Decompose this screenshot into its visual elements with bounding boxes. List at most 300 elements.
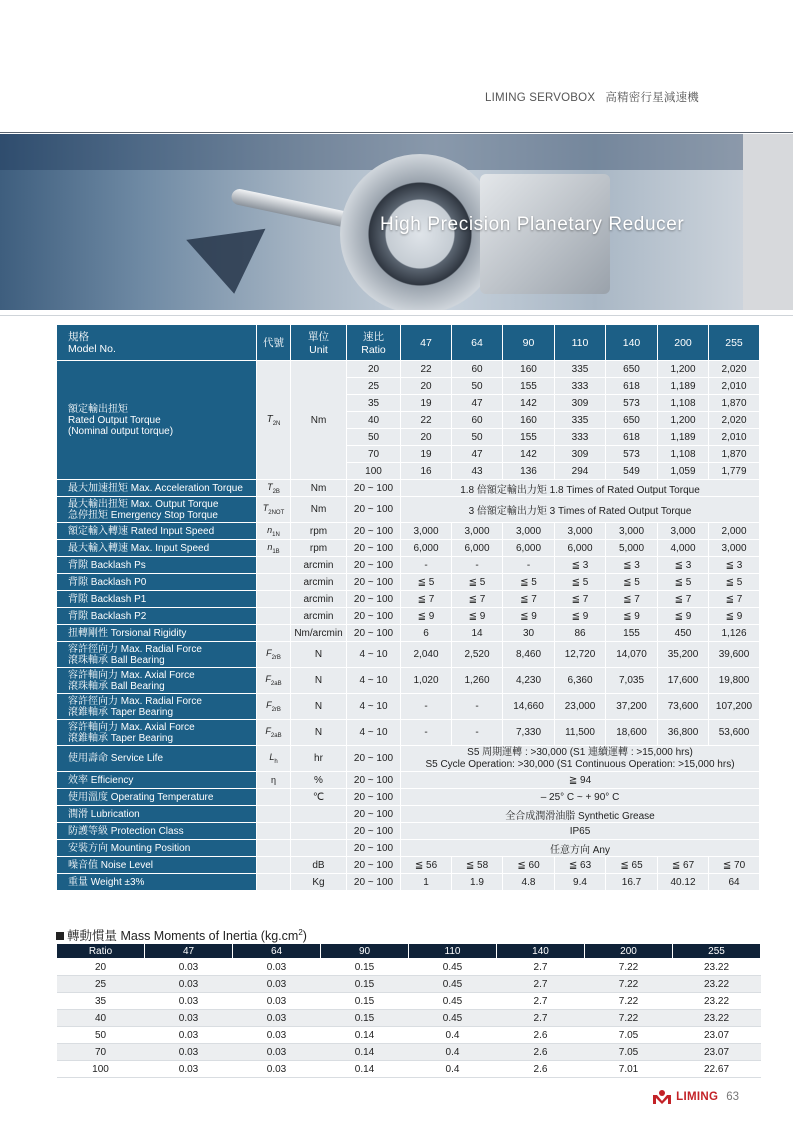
- inertia-cell: 0.03: [145, 993, 233, 1010]
- value-cell: 335: [555, 361, 606, 378]
- spec-row-unit: arcmin: [291, 574, 347, 591]
- value-cell: ≦ 9: [555, 608, 606, 625]
- value-cell: ≦ 7: [452, 591, 503, 608]
- spec-row-ratio: 20 ~ 100: [347, 874, 401, 891]
- spec-row-label: 扭轉剛性 Torsional Rigidity: [57, 625, 257, 642]
- inertia-cell: 0.03: [145, 1010, 233, 1027]
- ratio-cell: 100: [347, 463, 401, 480]
- value-cell: 3,000: [452, 523, 503, 540]
- value-cell: 1,126: [709, 625, 760, 642]
- spec-row-unit: [291, 806, 347, 823]
- value-cell: 47: [452, 395, 503, 412]
- value-cell: ≦ 3: [658, 557, 709, 574]
- inertia-cell: 23.22: [673, 993, 761, 1010]
- value-cell: 4,000: [658, 540, 709, 557]
- spec-row-unit: Nm: [291, 497, 347, 523]
- banner-strip: [0, 134, 743, 170]
- merged-value-cell: 全合成潤滑油脂 Synthetic Grease: [401, 806, 760, 823]
- inertia-cell: 23.22: [673, 1010, 761, 1027]
- inertia-cell: 2.6: [497, 1044, 585, 1061]
- spec-row: [57, 497, 760, 523]
- inertia-row: [57, 976, 761, 993]
- value-cell: ≦ 3: [606, 557, 658, 574]
- inertia-cell: 0.15: [321, 976, 409, 993]
- spec-row: [57, 694, 760, 720]
- value-cell: 16.7: [606, 874, 658, 891]
- value-cell: ≦ 5: [606, 574, 658, 591]
- value-cell: 3,000: [658, 523, 709, 540]
- header-size: 64: [452, 325, 503, 361]
- merged-value-cell: S5 周期運轉 : >30,000 (S1 連續運轉 : >15,000 hrs) S5 Cycle Operation: >30,000 (S1 Continuous Operation: >15,000 hrs): [401, 746, 760, 772]
- inertia-cell: 2.6: [497, 1061, 585, 1078]
- header-model: 規格 Model No.: [57, 325, 257, 361]
- value-cell: 14,070: [606, 642, 658, 668]
- spec-row-ratio: 20 ~ 100: [347, 806, 401, 823]
- value-cell: 35,200: [658, 642, 709, 668]
- value-cell: 8,460: [503, 642, 555, 668]
- value-cell: ≦ 9: [401, 608, 452, 625]
- inertia-cell: 2.7: [497, 1010, 585, 1027]
- value-cell: 20: [401, 429, 452, 446]
- value-cell: 60: [452, 361, 503, 378]
- spec-row-code: $L_h$: [257, 746, 291, 772]
- spec-row-code: $F_{2rB}$: [257, 642, 291, 668]
- rated-torque-unit: Nm: [291, 361, 347, 480]
- value-cell: 6,000: [401, 540, 452, 557]
- inertia-header-cell: 200: [585, 944, 673, 959]
- inertia-cell: 0.14: [321, 1044, 409, 1061]
- value-cell: 2,010: [709, 429, 760, 446]
- spec-row: [57, 557, 760, 574]
- value-cell: -: [452, 694, 503, 720]
- spec-row-ratio: 20 ~ 100: [347, 772, 401, 789]
- liming-logo-icon: [652, 1089, 672, 1105]
- spec-row: [57, 574, 760, 591]
- inertia-header-cell: Ratio: [57, 944, 145, 959]
- merged-value-cell: – 25° C ~ + 90° C: [401, 789, 760, 806]
- rated-torque-label: 額定輸出扭矩 Rated Output Torque (Nominal output torque): [57, 361, 257, 480]
- spec-row-unit: [291, 840, 347, 857]
- spec-row-code: [257, 789, 291, 806]
- inertia-cell: 7.05: [585, 1027, 673, 1044]
- spec-row-ratio: 20 ~ 100: [347, 840, 401, 857]
- value-cell: ≦ 9: [452, 608, 503, 625]
- spec-row-label: 安裝方向 Mounting Position: [57, 840, 257, 857]
- value-cell: 12,720: [555, 642, 606, 668]
- spec-row-label: 效率 Efficiency: [57, 772, 257, 789]
- value-cell: 573: [606, 395, 658, 412]
- inertia-table: [56, 943, 761, 1078]
- inertia-cell: 2.7: [497, 993, 585, 1010]
- ratio-cell: 50: [347, 429, 401, 446]
- spec-row-ratio: 20 ~ 100: [347, 625, 401, 642]
- spec-row: [57, 823, 760, 840]
- spec-row-ratio: 20 ~ 100: [347, 523, 401, 540]
- inertia-cell: 25: [57, 976, 145, 993]
- value-cell: ≦ 58: [452, 857, 503, 874]
- inertia-cell: 0.03: [233, 993, 321, 1010]
- merged-value-cell: ≧ 94: [401, 772, 760, 789]
- inertia-cell: 7.22: [585, 976, 673, 993]
- inertia-cell: 0.03: [233, 976, 321, 993]
- header-size: 200: [658, 325, 709, 361]
- header-code: 代號: [257, 325, 291, 361]
- value-cell: ≦ 5: [555, 574, 606, 591]
- value-cell: 136: [503, 463, 555, 480]
- inertia-cell: 0.03: [145, 976, 233, 993]
- spec-row-label: 最大輸出扭矩 Max. Output Torque 急停扭矩 Emergency Stop Torque: [57, 497, 257, 523]
- inertia-header-cell: 64: [233, 944, 321, 959]
- inertia-cell: 0.03: [233, 1027, 321, 1044]
- spec-row: [57, 480, 760, 497]
- banner-bottom-rule: [0, 315, 793, 316]
- ratio-cell: 40: [347, 412, 401, 429]
- header-ratio: 速比 Ratio: [347, 325, 401, 361]
- value-cell: 3,000: [401, 523, 452, 540]
- spec-row-ratio: 20 ~ 100: [347, 540, 401, 557]
- spec-row-unit: N: [291, 668, 347, 694]
- value-cell: 1,260: [452, 668, 503, 694]
- inertia-cell: 0.03: [145, 1027, 233, 1044]
- spec-row-ratio: 20 ~ 100: [347, 857, 401, 874]
- spec-row-unit: N: [291, 720, 347, 746]
- value-cell: 37,200: [606, 694, 658, 720]
- value-cell: 309: [555, 395, 606, 412]
- value-cell: ≦ 60: [503, 857, 555, 874]
- value-cell: 333: [555, 378, 606, 395]
- inertia-header-cell: 255: [673, 944, 761, 959]
- spec-row: [57, 668, 760, 694]
- spec-row-ratio: 20 ~ 100: [347, 557, 401, 574]
- spec-row-label: 使用溫度 Operating Temperature: [57, 789, 257, 806]
- value-cell: -: [401, 557, 452, 574]
- value-cell: 6,000: [452, 540, 503, 557]
- value-cell: 19: [401, 446, 452, 463]
- spec-row: [57, 608, 760, 625]
- merged-value-cell: 任意方向 Any: [401, 840, 760, 857]
- inertia-cell: 0.03: [145, 1061, 233, 1078]
- value-cell: 2,000: [709, 523, 760, 540]
- header-brand: LIMING SERVOBOX: [485, 92, 596, 104]
- inertia-row: [57, 1027, 761, 1044]
- value-cell: -: [503, 557, 555, 574]
- value-cell: 160: [503, 412, 555, 429]
- rated-torque-row: [57, 361, 760, 378]
- value-cell: 2,010: [709, 378, 760, 395]
- value-cell: ≦ 70: [709, 857, 760, 874]
- spec-row-unit: dB: [291, 857, 347, 874]
- spec-row-code: [257, 625, 291, 642]
- value-cell: 1,870: [709, 395, 760, 412]
- value-cell: 43: [452, 463, 503, 480]
- value-cell: ≦ 5: [401, 574, 452, 591]
- value-cell: 1,189: [658, 378, 709, 395]
- value-cell: 64: [709, 874, 760, 891]
- spec-row-label: 背隙 Backlash Ps: [57, 557, 257, 574]
- spec-table: [56, 324, 760, 891]
- inertia-cell: 0.03: [145, 1044, 233, 1061]
- inertia-cell: 23.22: [673, 959, 761, 976]
- spec-row-code: $n_{1B}$: [257, 540, 291, 557]
- inertia-header-row: [57, 944, 761, 959]
- inertia-cell: 7.22: [585, 993, 673, 1010]
- value-cell: 294: [555, 463, 606, 480]
- inertia-cell: 100: [57, 1061, 145, 1078]
- value-cell: ≦ 7: [503, 591, 555, 608]
- header-size: 255: [709, 325, 760, 361]
- rated-torque-code: $T_{2N}$: [257, 361, 291, 480]
- value-cell: ≦ 5: [503, 574, 555, 591]
- ratio-cell: 70: [347, 446, 401, 463]
- footer: [652, 1089, 739, 1105]
- spec-row-ratio: 4 ~ 10: [347, 642, 401, 668]
- spec-row-label: 防護等級 Protection Class: [57, 823, 257, 840]
- value-cell: 39,600: [709, 642, 760, 668]
- inertia-cell: 23.07: [673, 1044, 761, 1061]
- value-cell: 7,330: [503, 720, 555, 746]
- inertia-cell: 0.03: [233, 1044, 321, 1061]
- value-cell: ≦ 9: [606, 608, 658, 625]
- value-cell: ≦ 3: [709, 557, 760, 574]
- spec-row: [57, 874, 760, 891]
- value-cell: 19,800: [709, 668, 760, 694]
- spec-row-code: [257, 557, 291, 574]
- spec-row-label: 容許軸向力 Max. Axial Force 滾錐軸承 Taper Bearing: [57, 720, 257, 746]
- spec-row-code: $T_{2NOT}$: [257, 497, 291, 523]
- value-cell: 6,000: [555, 540, 606, 557]
- value-cell: 11,500: [555, 720, 606, 746]
- spec-row-label: 最大加速扭矩 Max. Acceleration Torque: [57, 480, 257, 497]
- spec-row-ratio: 4 ~ 10: [347, 694, 401, 720]
- value-cell: ≦ 7: [555, 591, 606, 608]
- value-cell: 22: [401, 361, 452, 378]
- value-cell: 2,520: [452, 642, 503, 668]
- header-size: 110: [555, 325, 606, 361]
- inertia-header-cell: 90: [321, 944, 409, 959]
- spec-row-code: η: [257, 772, 291, 789]
- spec-row-code: [257, 823, 291, 840]
- value-cell: 23,000: [555, 694, 606, 720]
- value-cell: 107,200: [709, 694, 760, 720]
- spec-row-label: 容許徑向力 Max. Radial Force 滾珠軸承 Ball Bearing: [57, 642, 257, 668]
- inertia-cell: 22.67: [673, 1061, 761, 1078]
- inertia-cell: 35: [57, 993, 145, 1010]
- value-cell: 4.8: [503, 874, 555, 891]
- inertia-cell: 0.15: [321, 959, 409, 976]
- value-cell: ≦ 5: [709, 574, 760, 591]
- value-cell: 22: [401, 412, 452, 429]
- spec-row-code: [257, 591, 291, 608]
- spec-row: [57, 523, 760, 540]
- value-cell: 6: [401, 625, 452, 642]
- value-cell: 3,000: [606, 523, 658, 540]
- value-cell: 155: [606, 625, 658, 642]
- value-cell: ≦ 63: [555, 857, 606, 874]
- inertia-cell: 7.22: [585, 1010, 673, 1027]
- value-cell: ≦ 3: [555, 557, 606, 574]
- inertia-cell: 2.6: [497, 1027, 585, 1044]
- value-cell: 650: [606, 361, 658, 378]
- value-cell: -: [401, 720, 452, 746]
- spec-row-unit: N: [291, 642, 347, 668]
- value-cell: 1,200: [658, 412, 709, 429]
- header-size: 47: [401, 325, 452, 361]
- spec-row-unit: hr: [291, 746, 347, 772]
- spec-row-unit: ℃: [291, 789, 347, 806]
- spec-row-label: 最大輸入轉速 Max. Input Speed: [57, 540, 257, 557]
- spec-row-code: [257, 608, 291, 625]
- value-cell: 1,020: [401, 668, 452, 694]
- spec-row: [57, 840, 760, 857]
- value-cell: ≦ 9: [503, 608, 555, 625]
- inertia-cell: 0.03: [233, 959, 321, 976]
- spec-row-unit: arcmin: [291, 608, 347, 625]
- value-cell: ≦ 67: [658, 857, 709, 874]
- value-cell: 3,000: [555, 523, 606, 540]
- inertia-header-cell: 47: [145, 944, 233, 959]
- spec-row-unit: rpm: [291, 540, 347, 557]
- spec-row: [57, 720, 760, 746]
- spec-row-label: 噪音值 Noise Level: [57, 857, 257, 874]
- spec-row-code: $F_{2rB}$: [257, 694, 291, 720]
- inertia-cell: 0.14: [321, 1027, 409, 1044]
- value-cell: 3,000: [503, 523, 555, 540]
- value-cell: -: [401, 694, 452, 720]
- value-cell: 142: [503, 446, 555, 463]
- spec-row-code: $F_{2aB}$: [257, 668, 291, 694]
- value-cell: 36,800: [658, 720, 709, 746]
- inertia-cell: 0.45: [409, 993, 497, 1010]
- spec-row-ratio: 20 ~ 100: [347, 789, 401, 806]
- value-cell: 155: [503, 429, 555, 446]
- value-cell: 50: [452, 378, 503, 395]
- spec-row-ratio: 20 ~ 100: [347, 608, 401, 625]
- value-cell: 333: [555, 429, 606, 446]
- inertia-cell: 2.7: [497, 959, 585, 976]
- spec-row-ratio: 20 ~ 100: [347, 746, 401, 772]
- value-cell: -: [452, 557, 503, 574]
- inertia-row: [57, 993, 761, 1010]
- value-cell: ≦ 5: [452, 574, 503, 591]
- spec-row-ratio: 4 ~ 10: [347, 668, 401, 694]
- value-cell: 14: [452, 625, 503, 642]
- spec-row-label: 重量 Weight ±3%: [57, 874, 257, 891]
- spec-row-code: [257, 806, 291, 823]
- spec-row: [57, 591, 760, 608]
- inertia-cell: 0.15: [321, 993, 409, 1010]
- inertia-cell: 0.03: [233, 1010, 321, 1027]
- value-cell: 19: [401, 395, 452, 412]
- value-cell: 1,059: [658, 463, 709, 480]
- page-number: 63: [726, 1091, 739, 1103]
- value-cell: 155: [503, 378, 555, 395]
- spec-row-code: $n_{1N}$: [257, 523, 291, 540]
- inertia-cell: 70: [57, 1044, 145, 1061]
- spec-row: [57, 789, 760, 806]
- spec-row-code: $F_{2aB}$: [257, 720, 291, 746]
- header-unit: 單位 Unit: [291, 325, 347, 361]
- inertia-cell: 0.4: [409, 1044, 497, 1061]
- inertia-cell: 0.4: [409, 1061, 497, 1078]
- spec-row-code: $T_{2B}$: [257, 480, 291, 497]
- value-cell: 4,230: [503, 668, 555, 694]
- value-cell: 30: [503, 625, 555, 642]
- spec-row-unit: arcmin: [291, 591, 347, 608]
- spec-row-label: 背隙 Backlash P1: [57, 591, 257, 608]
- ratio-cell: 20: [347, 361, 401, 378]
- value-cell: 40.12: [658, 874, 709, 891]
- banner-title: High Precision Planetary Reducer: [380, 214, 685, 235]
- spec-row-code: [257, 574, 291, 591]
- value-cell: 6,000: [503, 540, 555, 557]
- spec-row-unit: Nm: [291, 480, 347, 497]
- value-cell: 53,600: [709, 720, 760, 746]
- value-cell: 618: [606, 378, 658, 395]
- value-cell: ≦ 5: [658, 574, 709, 591]
- header-rule: [0, 132, 793, 133]
- inertia-row: [57, 1044, 761, 1061]
- hero-banner: [0, 134, 793, 310]
- spec-row-ratio: 20 ~ 100: [347, 497, 401, 523]
- value-cell: 86: [555, 625, 606, 642]
- spec-row-code: [257, 874, 291, 891]
- inertia-cell: 0.4: [409, 1027, 497, 1044]
- spec-row-unit: rpm: [291, 523, 347, 540]
- value-cell: ≦ 7: [606, 591, 658, 608]
- value-cell: 1,189: [658, 429, 709, 446]
- inertia-cell: 0.45: [409, 1010, 497, 1027]
- value-cell: 9.4: [555, 874, 606, 891]
- merged-value-cell: 1.8 倍額定輸出力矩 1.8 Times of Rated Output Torque: [401, 480, 760, 497]
- spec-row-unit: [291, 823, 347, 840]
- inertia-header-cell: 110: [409, 944, 497, 959]
- value-cell: 18,600: [606, 720, 658, 746]
- value-cell: 5,000: [606, 540, 658, 557]
- inertia-row: [57, 1010, 761, 1027]
- inertia-row: [57, 1061, 761, 1078]
- value-cell: 1,779: [709, 463, 760, 480]
- inertia-cell: 0.14: [321, 1061, 409, 1078]
- spec-row-label: 使用壽命 Service Life: [57, 746, 257, 772]
- value-cell: ≦ 56: [401, 857, 452, 874]
- spec-row-label: 背隙 Backlash P2: [57, 608, 257, 625]
- inertia-cell: 7.05: [585, 1044, 673, 1061]
- spec-row-unit: N: [291, 694, 347, 720]
- inertia-cell: 40: [57, 1010, 145, 1027]
- spec-row: [57, 746, 760, 772]
- spec-row-label: 容許徑向力 Max. Radial Force 滾錐軸承 Taper Bearing: [57, 694, 257, 720]
- spec-row-ratio: 20 ~ 100: [347, 480, 401, 497]
- spec-row: [57, 806, 760, 823]
- value-cell: 17,600: [658, 668, 709, 694]
- value-cell: -: [452, 720, 503, 746]
- spec-row-code: [257, 840, 291, 857]
- spec-row-code: [257, 857, 291, 874]
- spec-row-unit: Nm/arcmin: [291, 625, 347, 642]
- value-cell: 160: [503, 361, 555, 378]
- spec-row: [57, 772, 760, 789]
- header-subtitle: 高精密行星減速機: [605, 92, 699, 104]
- inertia-cell: 23.22: [673, 976, 761, 993]
- inertia-cell: 0.45: [409, 959, 497, 976]
- value-cell: 573: [606, 446, 658, 463]
- value-cell: 309: [555, 446, 606, 463]
- value-cell: 1.9: [452, 874, 503, 891]
- value-cell: ≦ 9: [709, 608, 760, 625]
- triangle-graphic: [186, 229, 274, 300]
- ratio-cell: 35: [347, 395, 401, 412]
- bullet-square-icon: [56, 932, 64, 940]
